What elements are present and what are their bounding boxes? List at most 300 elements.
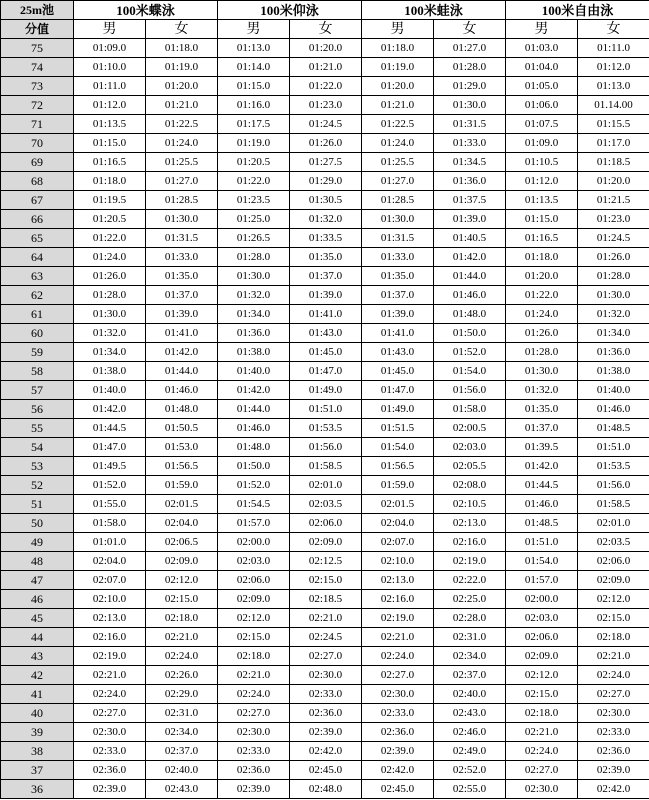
- time-cell: 01:45.0: [362, 362, 434, 381]
- score-value: 37: [1, 761, 74, 780]
- time-cell: 01:56.5: [146, 457, 218, 476]
- time-cell: 01:30.5: [290, 191, 362, 210]
- time-cell: 01:42.0: [434, 248, 506, 267]
- time-cell: 02:21.0: [506, 723, 578, 742]
- time-cell: 02:08.0: [434, 476, 506, 495]
- time-cell: 01:43.0: [290, 324, 362, 343]
- time-cell: 01:32.0: [218, 286, 290, 305]
- time-cell: 02:39.0: [218, 780, 290, 799]
- time-cell: 01:48.5: [506, 514, 578, 533]
- time-cell: 01:25.5: [146, 153, 218, 172]
- time-cell: 02:21.0: [74, 666, 146, 685]
- time-cell: 01:20.0: [290, 39, 362, 58]
- time-cell: 02:07.0: [74, 571, 146, 590]
- time-cell: 01:23.0: [578, 210, 649, 229]
- time-cell: 01:37.0: [146, 286, 218, 305]
- time-cell: 01:18.0: [146, 39, 218, 58]
- gender-header-male: 男: [506, 20, 578, 39]
- time-cell: 01:31.5: [146, 229, 218, 248]
- time-cell: 01:53.0: [146, 438, 218, 457]
- time-cell: 01:39.5: [506, 438, 578, 457]
- table-row: [1, 419, 649, 438]
- time-cell: 02:03.0: [218, 552, 290, 571]
- time-cell: 01:33.5: [290, 229, 362, 248]
- time-cell: 01:38.0: [218, 343, 290, 362]
- score-value: 45: [1, 609, 74, 628]
- table-row: [1, 134, 649, 153]
- score-value: 74: [1, 58, 74, 77]
- time-cell: 01:07.5: [506, 115, 578, 134]
- time-cell: 02:12.0: [218, 609, 290, 628]
- time-cell: 01:20.0: [578, 172, 649, 191]
- time-cell: 01:34.0: [218, 305, 290, 324]
- table-row: [1, 533, 649, 552]
- time-cell: 01:37.0: [290, 267, 362, 286]
- score-value: 62: [1, 286, 74, 305]
- table-row: [1, 96, 649, 115]
- time-cell: 02:33.0: [290, 685, 362, 704]
- time-cell: 01:27.5: [290, 153, 362, 172]
- time-cell: 01:35.0: [506, 400, 578, 419]
- time-cell: 01:28.0: [434, 58, 506, 77]
- table-row: [1, 39, 649, 58]
- time-cell: 02:39.0: [74, 780, 146, 799]
- time-cell: 02:07.0: [362, 533, 434, 552]
- time-cell: 01:44.5: [74, 419, 146, 438]
- time-cell: 01:48.5: [578, 419, 649, 438]
- time-cell: 01:58.5: [578, 495, 649, 514]
- time-cell: 01.14.00: [578, 96, 649, 115]
- time-cell: 02:34.0: [434, 647, 506, 666]
- time-cell: 02:05.5: [434, 457, 506, 476]
- time-cell: 01:48.0: [434, 305, 506, 324]
- time-cell: 02:36.0: [362, 723, 434, 742]
- time-cell: 02:37.0: [434, 666, 506, 685]
- time-cell: 02:33.0: [362, 704, 434, 723]
- score-value: 68: [1, 172, 74, 191]
- time-cell: 01:49.5: [74, 457, 146, 476]
- time-cell: 02:06.0: [506, 628, 578, 647]
- time-cell: 01:13.0: [218, 39, 290, 58]
- time-cell: 01:34.0: [74, 343, 146, 362]
- score-value: 59: [1, 343, 74, 362]
- time-cell: 02:36.0: [578, 742, 649, 761]
- time-cell: 01:32.0: [290, 210, 362, 229]
- time-cell: 02:36.0: [74, 761, 146, 780]
- time-cell: 01:22.0: [506, 286, 578, 305]
- time-cell: 01:56.5: [362, 457, 434, 476]
- time-cell: 02:21.0: [146, 628, 218, 647]
- table-row: [1, 172, 649, 191]
- time-cell: 02:12.0: [146, 571, 218, 590]
- time-cell: 01:26.0: [506, 324, 578, 343]
- time-cell: 01:51.5: [362, 419, 434, 438]
- time-cell: 02:49.0: [434, 742, 506, 761]
- time-cell: 02:15.0: [506, 685, 578, 704]
- time-cell: 01:27.0: [434, 39, 506, 58]
- time-cell: 01:13.0: [578, 77, 649, 96]
- table-row: [1, 647, 649, 666]
- time-cell: 01:06.0: [506, 96, 578, 115]
- time-cell: 01:18.0: [74, 172, 146, 191]
- time-cell: 02:30.0: [290, 666, 362, 685]
- time-cell: 01:20.0: [506, 267, 578, 286]
- time-cell: 01:24.0: [146, 134, 218, 153]
- time-cell: 01:37.0: [506, 419, 578, 438]
- time-cell: 01:09.0: [506, 134, 578, 153]
- time-cell: 02:36.0: [290, 704, 362, 723]
- score-value: 63: [1, 267, 74, 286]
- table-row: [1, 609, 649, 628]
- time-cell: 02:09.0: [146, 552, 218, 571]
- table-row: [1, 305, 649, 324]
- time-cell: 01:47.0: [290, 362, 362, 381]
- time-cell: 01:10.5: [506, 153, 578, 172]
- time-cell: 02:00.5: [434, 419, 506, 438]
- time-cell: 02:37.0: [146, 742, 218, 761]
- time-cell: 02:15.0: [578, 609, 649, 628]
- time-cell: 02:40.0: [434, 685, 506, 704]
- time-cell: 01:34.5: [434, 153, 506, 172]
- score-value: 72: [1, 96, 74, 115]
- time-cell: 01:37.0: [362, 286, 434, 305]
- time-cell: 02:45.0: [362, 780, 434, 799]
- time-cell: 02:52.0: [434, 761, 506, 780]
- time-cell: 01:03.0: [506, 39, 578, 58]
- time-cell: 02:00.0: [506, 590, 578, 609]
- time-cell: 01:51.0: [506, 533, 578, 552]
- time-cell: 01:36.0: [578, 343, 649, 362]
- table-row: [1, 742, 649, 761]
- time-cell: 01:16.5: [74, 153, 146, 172]
- score-value: 66: [1, 210, 74, 229]
- time-cell: 01:50.0: [434, 324, 506, 343]
- time-cell: 01:18.0: [362, 39, 434, 58]
- time-cell: 01:33.0: [434, 134, 506, 153]
- time-cell: 01:11.0: [578, 39, 649, 58]
- time-cell: 02:24.0: [146, 647, 218, 666]
- time-cell: 01:51.0: [578, 438, 649, 457]
- time-cell: 01:15.5: [578, 115, 649, 134]
- score-value: 44: [1, 628, 74, 647]
- table-row: [1, 685, 649, 704]
- time-cell: 01:54.0: [506, 552, 578, 571]
- time-cell: 02:22.0: [434, 571, 506, 590]
- time-cell: 01:40.0: [74, 381, 146, 400]
- time-cell: 02:15.0: [146, 590, 218, 609]
- time-cell: 01:45.0: [290, 343, 362, 362]
- time-cell: 02:00.0: [218, 533, 290, 552]
- score-value: 56: [1, 400, 74, 419]
- time-cell: 01:47.0: [362, 381, 434, 400]
- time-cell: 01:09.0: [74, 39, 146, 58]
- time-cell: 01:40.0: [218, 362, 290, 381]
- time-cell: 01:17.5: [218, 115, 290, 134]
- time-cell: 01:50.0: [218, 457, 290, 476]
- time-cell: 01:57.0: [506, 571, 578, 590]
- time-cell: 01:48.0: [218, 438, 290, 457]
- time-cell: 02:06.0: [578, 552, 649, 571]
- time-cell: 01:34.0: [578, 324, 649, 343]
- score-value: 43: [1, 647, 74, 666]
- time-cell: 01:20.0: [146, 77, 218, 96]
- score-value: 41: [1, 685, 74, 704]
- time-cell: 02:06.0: [218, 571, 290, 590]
- gender-header-female: 女: [434, 20, 506, 39]
- table-row: [1, 362, 649, 381]
- time-cell: 01:23.0: [290, 96, 362, 115]
- time-cell: 01:54.0: [434, 362, 506, 381]
- gender-header-row: [1, 20, 649, 39]
- time-cell: 02:13.0: [362, 571, 434, 590]
- time-cell: 02:27.0: [74, 704, 146, 723]
- time-cell: 02:10.0: [74, 590, 146, 609]
- time-cell: 02:27.0: [362, 666, 434, 685]
- time-cell: 01:39.0: [362, 305, 434, 324]
- time-cell: 01:33.0: [362, 248, 434, 267]
- event-freestyle-header: 100米自由泳: [506, 1, 649, 20]
- time-cell: 01:47.0: [74, 438, 146, 457]
- time-cell: 01:30.0: [434, 96, 506, 115]
- table-row: [1, 514, 649, 533]
- time-cell: 01:13.5: [74, 115, 146, 134]
- score-value: 69: [1, 153, 74, 172]
- time-cell: 02:21.0: [578, 647, 649, 666]
- time-cell: 01:56.0: [578, 476, 649, 495]
- time-cell: 01:11.0: [74, 77, 146, 96]
- time-cell: 02:25.0: [434, 590, 506, 609]
- time-cell: 01:24.0: [74, 248, 146, 267]
- time-cell: 01:36.0: [434, 172, 506, 191]
- score-value: 73: [1, 77, 74, 96]
- table-row: [1, 324, 649, 343]
- table-row: [1, 229, 649, 248]
- time-cell: 02:12.0: [578, 590, 649, 609]
- time-cell: 01:54.0: [362, 438, 434, 457]
- time-cell: 01:39.0: [434, 210, 506, 229]
- score-value: 42: [1, 666, 74, 685]
- table-row: [1, 248, 649, 267]
- time-cell: 01:36.0: [218, 324, 290, 343]
- time-cell: 01:55.0: [74, 495, 146, 514]
- time-cell: 02:30.0: [74, 723, 146, 742]
- time-cell: 02:30.0: [218, 723, 290, 742]
- time-cell: 01:30.0: [146, 210, 218, 229]
- time-cell: 01:14.0: [218, 58, 290, 77]
- time-cell: 01:19.0: [218, 134, 290, 153]
- time-cell: 01:46.0: [218, 419, 290, 438]
- time-cell: 01:16.0: [218, 96, 290, 115]
- time-cell: 01:22.5: [362, 115, 434, 134]
- table-row: [1, 267, 649, 286]
- time-cell: 01:26.0: [578, 248, 649, 267]
- time-cell: 01:21.0: [146, 96, 218, 115]
- time-cell: 02:09.0: [506, 647, 578, 666]
- gender-header-female: 女: [146, 20, 218, 39]
- time-cell: 02:24.5: [290, 628, 362, 647]
- time-cell: 01:56.0: [434, 381, 506, 400]
- time-cell: 02:19.0: [74, 647, 146, 666]
- time-cell: 01:21.5: [578, 191, 649, 210]
- time-cell: 01:22.5: [146, 115, 218, 134]
- time-cell: 02:45.0: [290, 761, 362, 780]
- time-cell: 01:50.5: [146, 419, 218, 438]
- score-value: 61: [1, 305, 74, 324]
- time-cell: 02:40.0: [146, 761, 218, 780]
- time-cell: 02:18.0: [506, 704, 578, 723]
- time-cell: 01:28.0: [506, 343, 578, 362]
- time-cell: 02:30.0: [362, 685, 434, 704]
- time-cell: 02:48.0: [290, 780, 362, 799]
- time-cell: 01:31.5: [362, 229, 434, 248]
- time-cell: 01:15.0: [74, 134, 146, 153]
- time-cell: 01:20.5: [74, 210, 146, 229]
- time-cell: 01:15.0: [218, 77, 290, 96]
- time-cell: 02:43.0: [434, 704, 506, 723]
- score-value: 58: [1, 362, 74, 381]
- time-cell: 02:42.0: [362, 761, 434, 780]
- time-cell: 01:25.5: [362, 153, 434, 172]
- time-cell: 02:42.0: [578, 780, 649, 799]
- time-cell: 01:12.0: [506, 172, 578, 191]
- time-cell: 01:23.5: [218, 191, 290, 210]
- score-value: 70: [1, 134, 74, 153]
- time-cell: 02:16.0: [74, 628, 146, 647]
- score-value: 53: [1, 457, 74, 476]
- event-backstroke-header: 100米仰泳: [218, 1, 362, 20]
- time-cell: 02:33.0: [74, 742, 146, 761]
- table-row: [1, 457, 649, 476]
- time-cell: 01:41.0: [146, 324, 218, 343]
- time-cell: 01:20.5: [218, 153, 290, 172]
- time-cell: 02:43.0: [146, 780, 218, 799]
- time-cell: 02:03.0: [506, 609, 578, 628]
- time-cell: 01:46.0: [578, 400, 649, 419]
- time-cell: 01:41.0: [362, 324, 434, 343]
- event-butterfly-header: 100米蝶泳: [74, 1, 218, 20]
- time-cell: 01:42.0: [218, 381, 290, 400]
- time-cell: 01:33.0: [146, 248, 218, 267]
- table-row: [1, 153, 649, 172]
- time-cell: 01:41.0: [290, 305, 362, 324]
- time-cell: 02:21.0: [218, 666, 290, 685]
- time-cell: 01:20.0: [362, 77, 434, 96]
- time-cell: 01:38.0: [578, 362, 649, 381]
- time-cell: 01:42.0: [506, 457, 578, 476]
- time-cell: 02:31.0: [434, 628, 506, 647]
- time-cell: 02:09.0: [578, 571, 649, 590]
- table-row: [1, 438, 649, 457]
- time-cell: 02:27.0: [506, 761, 578, 780]
- time-cell: 02:55.0: [434, 780, 506, 799]
- score-value: 38: [1, 742, 74, 761]
- time-cell: 01:30.0: [218, 267, 290, 286]
- time-cell: 01:58.5: [290, 457, 362, 476]
- table-row: [1, 704, 649, 723]
- time-cell: 01:30.0: [362, 210, 434, 229]
- time-cell: 01:48.0: [146, 400, 218, 419]
- time-cell: 01:27.0: [362, 172, 434, 191]
- time-cell: 02:33.0: [578, 723, 649, 742]
- time-cell: 01:44.0: [434, 267, 506, 286]
- time-cell: 01:37.5: [434, 191, 506, 210]
- time-cell: 02:31.0: [146, 704, 218, 723]
- score-value: 75: [1, 39, 74, 58]
- time-cell: 02:24.0: [74, 685, 146, 704]
- time-cell: 02:04.0: [146, 514, 218, 533]
- time-cell: 01:19.0: [146, 58, 218, 77]
- time-cell: 02:27.0: [578, 685, 649, 704]
- time-cell: 01:28.5: [146, 191, 218, 210]
- time-cell: 01:32.0: [578, 305, 649, 324]
- time-cell: 01:28.0: [578, 267, 649, 286]
- time-cell: 02:03.5: [578, 533, 649, 552]
- time-cell: 01:19.5: [74, 191, 146, 210]
- time-cell: 01:43.0: [362, 343, 434, 362]
- time-cell: 02:24.0: [362, 647, 434, 666]
- time-cell: 01:46.0: [434, 286, 506, 305]
- gender-header-female: 女: [578, 20, 649, 39]
- time-cell: 01:13.5: [506, 191, 578, 210]
- time-cell: 01:12.0: [578, 58, 649, 77]
- time-cell: 01:28.0: [218, 248, 290, 267]
- time-cell: 02:27.0: [290, 647, 362, 666]
- gender-header-male: 男: [362, 20, 434, 39]
- score-column-header: 分值: [1, 20, 74, 39]
- time-cell: 01:22.0: [74, 229, 146, 248]
- score-value: 65: [1, 229, 74, 248]
- table-row: [1, 723, 649, 742]
- time-cell: 01:39.0: [146, 305, 218, 324]
- time-cell: 01:22.0: [218, 172, 290, 191]
- time-cell: 02:46.0: [434, 723, 506, 742]
- score-value: 67: [1, 191, 74, 210]
- table-row: [1, 58, 649, 77]
- time-cell: 01:18.0: [506, 248, 578, 267]
- time-cell: 01:40.0: [578, 381, 649, 400]
- time-cell: 01:44.5: [506, 476, 578, 495]
- table-row: [1, 400, 649, 419]
- time-cell: 01:32.0: [506, 381, 578, 400]
- time-cell: 01:30.0: [506, 362, 578, 381]
- table-row: [1, 381, 649, 400]
- time-cell: 02:30.0: [578, 704, 649, 723]
- time-cell: 02:16.0: [434, 533, 506, 552]
- gender-header-female: 女: [290, 20, 362, 39]
- event-header-row: [1, 1, 649, 20]
- time-cell: 01:21.0: [362, 96, 434, 115]
- time-cell: 02:12.5: [290, 552, 362, 571]
- time-cell: 02:19.0: [434, 552, 506, 571]
- time-cell: 01:44.0: [218, 400, 290, 419]
- time-cell: 01:10.0: [74, 58, 146, 77]
- time-cell: 01:44.0: [146, 362, 218, 381]
- time-cell: 02:01.0: [290, 476, 362, 495]
- time-cell: 02:24.0: [506, 742, 578, 761]
- time-cell: 01:40.5: [434, 229, 506, 248]
- score-value: 51: [1, 495, 74, 514]
- table-row: [1, 628, 649, 647]
- time-cell: 01:54.5: [218, 495, 290, 514]
- time-cell: 01:24.5: [290, 115, 362, 134]
- time-cell: 02:39.0: [578, 761, 649, 780]
- time-cell: 02:18.0: [146, 609, 218, 628]
- time-cell: 01:52.0: [74, 476, 146, 495]
- score-value: 64: [1, 248, 74, 267]
- time-cell: 01:46.0: [506, 495, 578, 514]
- time-cell: 01:42.0: [146, 343, 218, 362]
- time-cell: 01:51.0: [290, 400, 362, 419]
